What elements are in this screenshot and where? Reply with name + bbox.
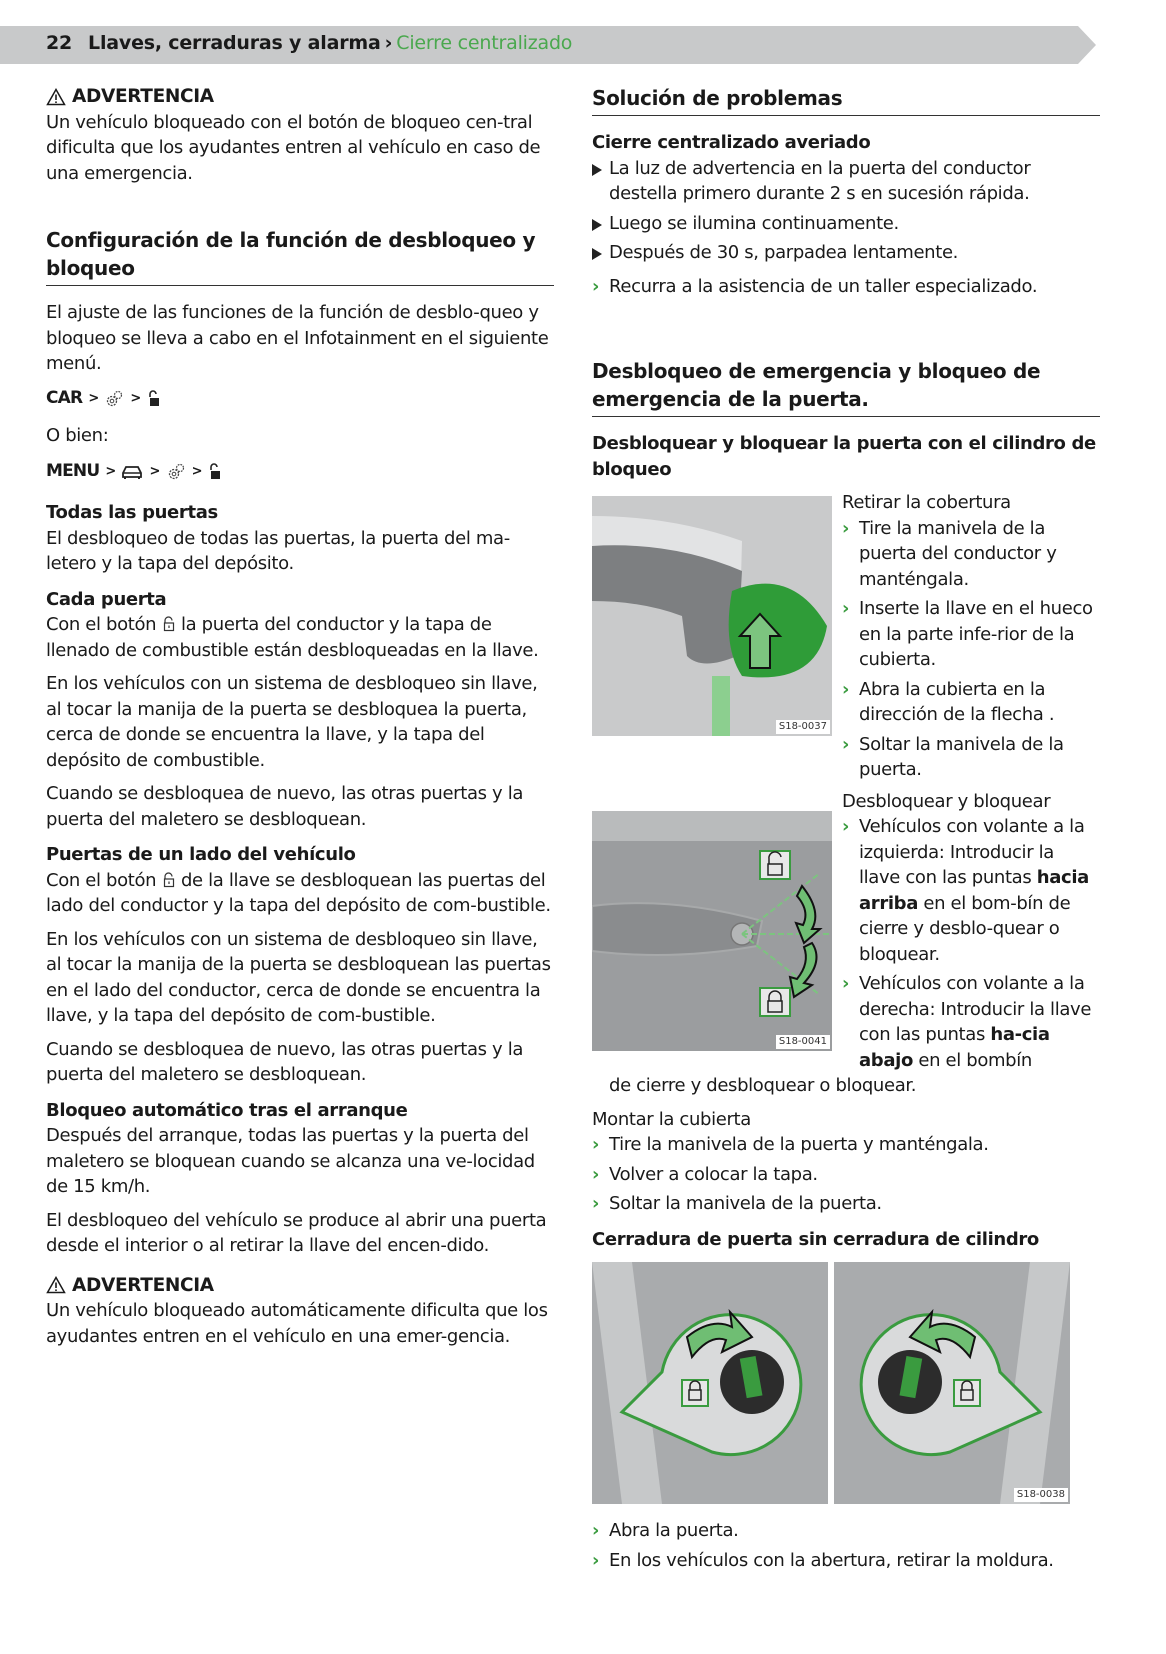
chevron-right-icon: › [592, 1163, 600, 1185]
list-item: › Recurra a la asistencia de un taller especializado. [592, 274, 1100, 300]
menu-path-start: MENU [46, 461, 100, 482]
all-doors-text: El desbloqueo de todas las puertas, la puerta del ma-letero y la tapa del depósito. [46, 527, 510, 574]
each-door-text: Con el botón la puerta del conductor y la tapa de llenado de combustible están desbloqueadas en la llave. [46, 614, 539, 661]
chevron-right-icon: › [842, 598, 850, 619]
troubleshooting-heading: Solución de problemas [592, 84, 1100, 116]
menu-path-menu [46, 458, 554, 486]
list-item: Luego se ilumina continuamente. [592, 211, 1100, 237]
warning-heading [46, 1273, 554, 1299]
no-cylinder-steps [592, 1518, 1100, 1573]
triangle-bullet-icon [592, 248, 602, 260]
remove-cover-title: Retirar la cobertura [842, 492, 1011, 513]
lock-unlock-section [592, 789, 1100, 1074]
one-side-again: Cuando se desbloquea de nuevo, las otras puertas y la puerta del maletero se desbloquean. [46, 1038, 524, 1085]
chevron-right-icon: › [592, 1549, 600, 1571]
list-item: › Soltar la manivela de la puerta. [592, 1191, 1100, 1217]
symptom-list [592, 156, 1100, 266]
list-item: › Soltar la manivela de la puerta. [842, 733, 1064, 780]
gear-icon [166, 462, 186, 482]
one-side-text: Con el botón de la llave se desbloquean las puertas del lado del conductor y la tapa del depósito de com-bustible. [46, 869, 551, 916]
chevron-right-icon: › [592, 275, 600, 297]
menu-path-separator: > [130, 390, 141, 406]
car-icon [121, 464, 143, 480]
warning-text: Un vehículo bloqueado automáticamente dificulta que los ayudantes entren en el vehículo en una emer-gencia. [46, 1300, 548, 1347]
list-item: › Vehículos con volante a la izquierda: Introducir la llave con las puntas hacia arriba en el bom-bín de cierre y desblo-quear o bloquear. [842, 816, 1089, 965]
chevron-right-icon: › [842, 816, 850, 837]
warning-triangle-icon [46, 1276, 66, 1294]
menu-path-separator: > [149, 464, 160, 480]
lock-cylinder-illustration [592, 811, 832, 1051]
list-item: › Tire la manivela de la puerta y manténgala. [592, 1132, 1100, 1158]
chevron-right-icon: › [842, 973, 850, 994]
door-handle-illustration [592, 496, 832, 736]
each-door-keyless: En los vehículos con un sistema de desbloqueo sin llave, al tocar la manija de la puerta se desbloquea la puerta, cerca de donde se encuentra la llave, y la tapa del depósito de combustible. [46, 673, 538, 771]
breadcrumb-separator: › [384, 32, 393, 54]
page-number: 22 [46, 32, 73, 54]
auto-lock-title: Bloqueo automático tras el arranque [46, 1099, 408, 1121]
one-side-title: Puertas de un lado del vehículo [46, 844, 356, 865]
right-column [592, 84, 1100, 1573]
each-door-title: Cada puerta [46, 588, 167, 610]
list-item: La luz de advertencia en la puerta del conductor destella primero durante 2 s en sucesión rápida. [592, 156, 1100, 207]
warning-heading [46, 84, 554, 110]
chevron-right-icon: › [592, 1134, 600, 1155]
chevron-right-icon: › [842, 733, 850, 755]
list-item: Después de 30 s, parpadea lentamente. [592, 240, 1100, 266]
figure-door-lock-no-cylinder [592, 1262, 1070, 1504]
unlock-button-icon [162, 872, 176, 888]
chevron-right-icon: › [592, 1520, 600, 1541]
list-item: › Volver a colocar la tapa. [592, 1162, 1100, 1188]
lock-unlock-continuation: de cierre y desbloquear o bloquear. [609, 1075, 917, 1096]
mount-cover-title: Montar la cubierta [592, 1108, 751, 1130]
one-side-keyless: En los vehículos con un sistema de desbloqueo sin llave, al tocar la manija de la puerta se desbloquean las puertas en el lado del conductor, cerca de donde se encuentra la llave, y la tapa del depósito de com-bustible. [46, 928, 551, 1026]
menu-path-start: CAR [46, 387, 83, 408]
section-title: Cierre centralizado [396, 32, 573, 54]
left-column [46, 84, 554, 1349]
remove-cover-section [592, 492, 1100, 783]
list-item: › Abra la puerta. [592, 1518, 1100, 1544]
figure-code: S18-0041 [776, 1035, 830, 1049]
menu-path-car [46, 385, 554, 413]
chevron-right-icon: › [842, 678, 850, 700]
triangle-bullet-icon [592, 164, 602, 176]
auto-lock-text: Después del arranque, todas las puertas y la puerta del maletero se bloquean cuando se alcanza una ve-locidad de 15 km/h. [46, 1125, 535, 1197]
warning-title: ADVERTENCIA [72, 1274, 214, 1296]
chevron-right-icon: › [842, 517, 850, 539]
action-list [592, 274, 1100, 300]
unlock-icon [208, 463, 222, 481]
door-lock-illustration [592, 1262, 1070, 1504]
list-item: › Tire la manivela de la puerta del conductor y manténgala. [842, 517, 1057, 590]
warning-triangle-icon [46, 88, 66, 106]
unlock-icon [147, 390, 161, 408]
no-cylinder-subheading: Cerradura de puerta sin cerradura de cilindro [592, 1228, 1039, 1250]
chevron-right-icon: › [592, 1193, 600, 1214]
menu-path-separator: > [105, 464, 116, 480]
config-heading: Configuración de la función de desbloqueo y bloqueo [46, 226, 554, 286]
menu-path-separator: > [191, 464, 202, 480]
mount-cover-steps [592, 1132, 1100, 1217]
warning-text: Un vehículo bloqueado con el botón de bloqueo cen-tral dificulta que los ayudantes entren al vehículo en caso de una emergencia. [46, 111, 541, 184]
gear-icon [104, 389, 124, 409]
lock-unlock-title: Desbloquear y bloquear [842, 790, 1051, 812]
list-item: › Inserte la llave en el hueco en la parte infe-rior de la cubierta. [842, 598, 1093, 670]
lock-unlock-steps [842, 814, 1100, 1073]
triangle-bullet-icon [592, 219, 602, 231]
figure-lock-cylinder [592, 811, 832, 1051]
or-text: O bien: [46, 424, 109, 446]
lock-unlock-text [842, 789, 1100, 1074]
config-intro: El ajuste de las funciones de la función de desblo-queo y bloqueo se lleva a cabo en el Infotainment en el siguiente menú. [46, 302, 549, 374]
list-item: › Abra la cubierta en la dirección de la flecha . [842, 678, 1055, 725]
list-item: › En los vehículos con la abertura, retirar la moldura. [592, 1548, 1100, 1574]
emergency-heading: Desbloqueo de emergencia y bloqueo de emergencia de la puerta. [592, 357, 1100, 417]
auto-lock-text2: El desbloqueo del vehículo se produce al abrir una puerta desde el interior o al retirar la llave del encen-dido. [46, 1209, 547, 1256]
emergency-subheading: Desbloquear y bloquear la puerta con el cilindro de bloqueo [592, 433, 1096, 480]
figure-code: S18-0037 [776, 720, 830, 734]
all-doors-title: Todas las puertas [46, 502, 218, 523]
figure-code: S18-0038 [1014, 1488, 1068, 1502]
remove-cover-text [842, 490, 1100, 783]
each-door-again: Cuando se desbloquea de nuevo, las otras puertas y la puerta del maletero se desbloquean. [46, 783, 524, 830]
figure-door-handle-cover [592, 496, 832, 736]
list-item: › Vehículos con volante a la derecha: Introducir la llave con las puntas ha-cia abajo en el bombín [842, 973, 1092, 1071]
chapter-title: Llaves, cerraduras y alarma [88, 32, 381, 54]
page-header [46, 32, 572, 54]
remove-cover-steps [842, 516, 1100, 783]
menu-path-separator: > [88, 390, 99, 406]
troubleshooting-subheading: Cierre centralizado averiado [592, 132, 871, 153]
unlock-button-icon [162, 616, 176, 632]
warning-title: ADVERTENCIA [72, 86, 214, 107]
